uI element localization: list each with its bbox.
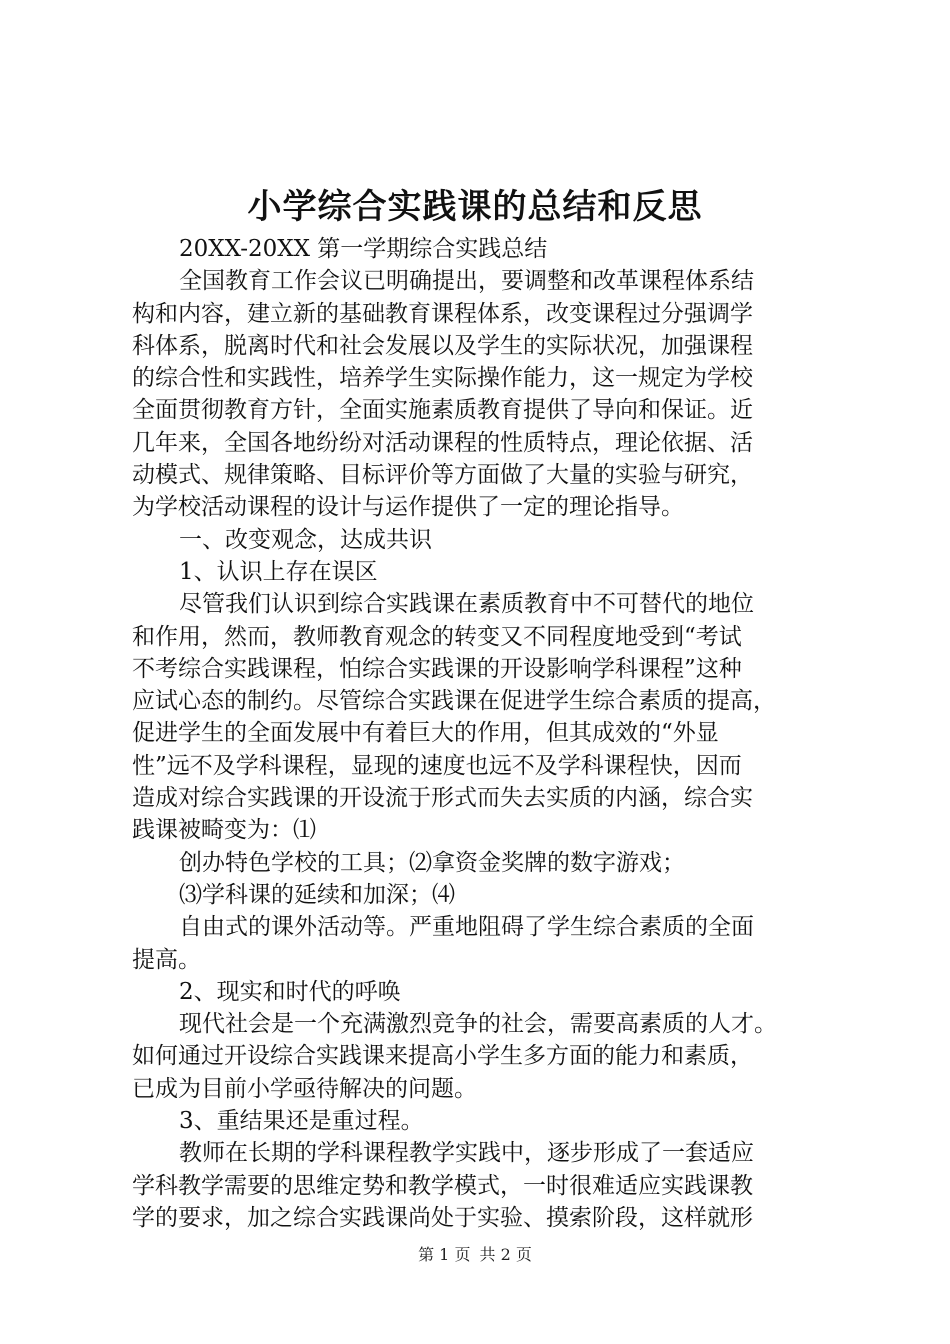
- text-line: 现代社会是一个充满激烈竞争的社会，需要高素质的人才。: [179, 1011, 777, 1038]
- text-line: 2、现实和时代的呼唤: [179, 978, 401, 1005]
- text-line: 教师在长期的学科课程教学实践中，逐步形成了一套适应: [179, 1140, 754, 1167]
- text-line: 和作用，然而，教师教育观念的转变又不同程度地受到“考试: [132, 623, 742, 650]
- text-line: 构和内容，建立新的基础教育课程体系，改变课程过分强调学: [132, 300, 753, 327]
- text-line: 已成为目前小学亟待解决的问题。: [132, 1075, 477, 1102]
- text-line: 一、改变观念，达成共识: [179, 526, 432, 553]
- page-footer: [0, 1244, 950, 1266]
- text-line: 应试心态的制约。尽管综合实践课在促进学生综合素质的提高，: [132, 688, 776, 715]
- text-line: 全面贯彻教育方针，全面实施素质教育提供了导向和保证。近: [132, 397, 753, 424]
- page-number: 第 1 页: [418, 1245, 471, 1264]
- document-title: 小学综合实践课的总结和反思: [247, 187, 703, 227]
- text-line: 如何通过开设综合实践课来提高小学生多方面的能力和素质，: [132, 1043, 753, 1070]
- text-line: 践课被畸变为：⑴: [132, 817, 316, 844]
- text-line: 为学校活动课程的设计与运作提供了一定的理论指导。: [132, 494, 684, 521]
- text-line: 3、重结果还是重过程。: [179, 1108, 424, 1135]
- text-line: 性”远不及学科课程，显现的速度也远不及学科课程快，因而: [132, 752, 742, 779]
- text-line: 动模式、规律策略、目标评价等方面做了大量的实验与研究，: [132, 462, 753, 489]
- text-line: 创办特色学校的工具；⑵拿资金奖牌的数字游戏；: [179, 849, 685, 876]
- text-line: 全国教育工作会议已明确提出，要调整和改革课程体系结: [179, 268, 754, 295]
- text-line: 自由式的课外活动等。严重地阻碍了学生综合素质的全面: [179, 914, 754, 941]
- text-line: 20XX-20XX 第一学期综合实践总结: [179, 236, 548, 262]
- text-line: 的综合性和实践性，培养学生实际操作能力，这一规定为学校: [132, 365, 753, 392]
- text-line: 不考综合实践课程，怕综合实践课的开设影响学科课程”这种: [132, 655, 742, 682]
- text-line: 造成对综合实践课的开设流于形式而失去实质的内涵，综合实: [132, 785, 753, 812]
- text-line: ⑶学科课的延续和加深；⑷: [179, 881, 455, 908]
- text-line: 1、认识上存在误区: [179, 558, 378, 585]
- page-total: 共 2 页: [479, 1245, 532, 1264]
- document-body: [132, 233, 832, 1234]
- text-line: 尽管我们认识到综合实践课在素质教育中不可替代的地位: [179, 591, 754, 618]
- text-line: 学科教学需要的思维定势和教学模式，一时很难适应实践课教: [132, 1172, 753, 1199]
- text-line: 几年来，全国各地纷纷对活动课程的性质特点，理论依据、活: [132, 429, 753, 456]
- text-line: 学的要求，加之综合实践课尚处于实验、摸索阶段，这样就形: [132, 1204, 753, 1231]
- text-line: 促进学生的全面发展中有着巨大的作用，但其成效的“外显: [132, 720, 719, 747]
- text-line: 科体系，脱离时代和社会发展以及学生的实际状况，加强课程: [132, 332, 753, 359]
- text-line: 提高。: [132, 946, 201, 973]
